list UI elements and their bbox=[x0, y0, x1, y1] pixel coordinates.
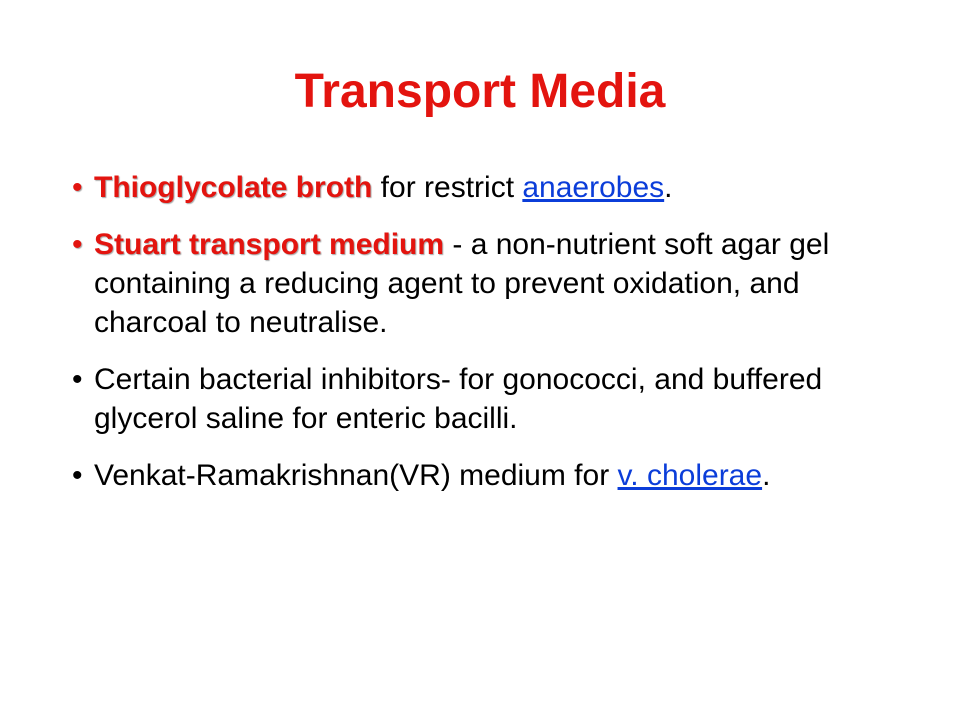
bullet-text: for restrict bbox=[372, 171, 523, 204]
bullet-item-vr-medium bbox=[70, 456, 896, 495]
anaerobes-link[interactable]: anaerobes bbox=[522, 171, 665, 204]
bullet-item-inhibitors bbox=[70, 360, 896, 438]
v-cholerae-link[interactable]: v. cholerae bbox=[617, 459, 763, 492]
bullet-highlight: Thioglycolate broth bbox=[94, 171, 373, 204]
bullet-text-end: . bbox=[762, 459, 771, 492]
bullet-point-icon: • bbox=[72, 228, 83, 261]
bullet-item-stuart bbox=[70, 225, 896, 342]
slide-title: Transport Media bbox=[294, 65, 666, 118]
bullet-highlight: Stuart transport medium bbox=[94, 228, 445, 261]
bullet-text: - a non-nutrient soft agar gel containing a reducing agent to prevent oxidation, and charcoal to neutralise. bbox=[94, 228, 830, 339]
bullet-point-icon: • bbox=[72, 459, 83, 492]
bullet-text: Venkat-Ramakrishnan(VR) medium for bbox=[94, 459, 618, 492]
bullet-text: Certain bacterial inhibitors- for gonococci, and buffered glycerol saline for enteric bacilli. bbox=[94, 363, 823, 435]
bullet-list bbox=[70, 168, 896, 513]
bullet-item-thioglycolate bbox=[70, 168, 896, 207]
bullet-point-icon: • bbox=[72, 363, 83, 396]
bullet-text-end: . bbox=[664, 171, 673, 204]
bullet-point-icon: • bbox=[72, 171, 83, 204]
